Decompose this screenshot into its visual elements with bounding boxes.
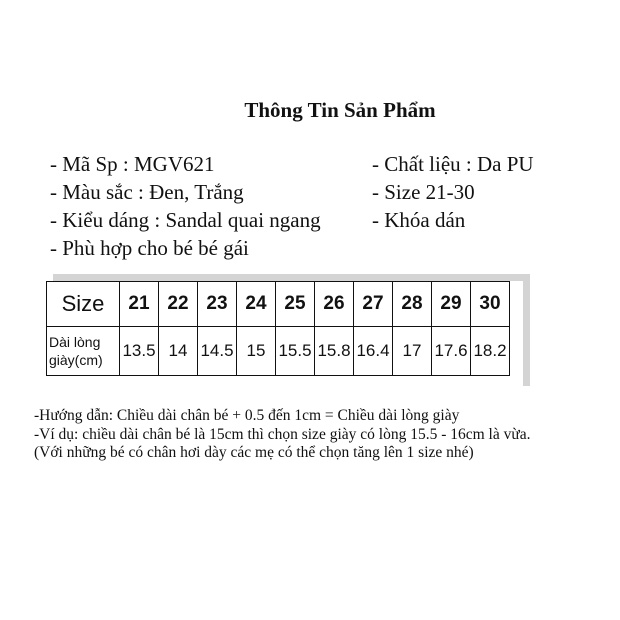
spec-size-range: - Size 21-30	[372, 180, 475, 204]
length-cell: 15.5	[276, 327, 315, 376]
size-cell: 30	[471, 282, 510, 327]
insole-length-header-line2: giày(cm)	[49, 352, 103, 368]
length-cell: 15.8	[315, 327, 354, 376]
size-cell: 23	[198, 282, 237, 327]
insole-length-header-line1: Dài lòng	[49, 334, 101, 350]
insole-length-header-cell	[47, 327, 120, 376]
spec-material: - Chất liệu : Da PU	[372, 152, 534, 176]
size-cell: 29	[432, 282, 471, 327]
length-cell: 13.5	[120, 327, 159, 376]
length-cell: 17	[393, 327, 432, 376]
length-cell: 14.5	[198, 327, 237, 376]
length-cell: 16.4	[354, 327, 393, 376]
length-cell: 15	[237, 327, 276, 376]
size-cell: 26	[315, 282, 354, 327]
size-chart-table	[46, 281, 510, 376]
page-title: Thông Tin Sản Phẩm	[244, 98, 436, 122]
table-shadow-right	[523, 274, 530, 386]
note-guide: -Hướng dẫn: Chiều dài chân bé + 0.5 đến 1cm = Chiều dài lòng giày	[34, 407, 460, 424]
spec-colors: - Màu sắc : Đen, Trắng	[50, 180, 244, 204]
length-cell: 18.2	[471, 327, 510, 376]
spec-closure: - Khóa dán	[372, 208, 466, 232]
length-cell: 17.6	[432, 327, 471, 376]
size-cell: 25	[276, 282, 315, 327]
size-row	[47, 282, 510, 327]
insole-length-row	[47, 327, 510, 376]
size-cell: 21	[120, 282, 159, 327]
size-cell: 28	[393, 282, 432, 327]
sizing-notes	[34, 407, 594, 463]
size-header-cell: Size	[47, 282, 120, 327]
size-cell: 24	[237, 282, 276, 327]
length-cell: 14	[159, 327, 198, 376]
spec-suitable-for: - Phù hợp cho bé bé gái	[50, 236, 249, 260]
note-example: -Ví dụ: chiều dài chân bé là 15cm thì chọn size giày có lòng 15.5 - 16cm là vừa.	[34, 425, 531, 443]
note-tip: (Với những bé có chân hơi dày các mẹ có thể chọn tăng lên 1 size nhé)	[34, 444, 474, 461]
table-shadow-top	[53, 274, 530, 281]
size-cell: 27	[354, 282, 393, 327]
size-cell: 22	[159, 282, 198, 327]
spec-product-code: - Mã Sp : MGV621	[50, 152, 215, 176]
spec-style: - Kiểu dáng : Sandal quai ngang	[50, 208, 321, 232]
